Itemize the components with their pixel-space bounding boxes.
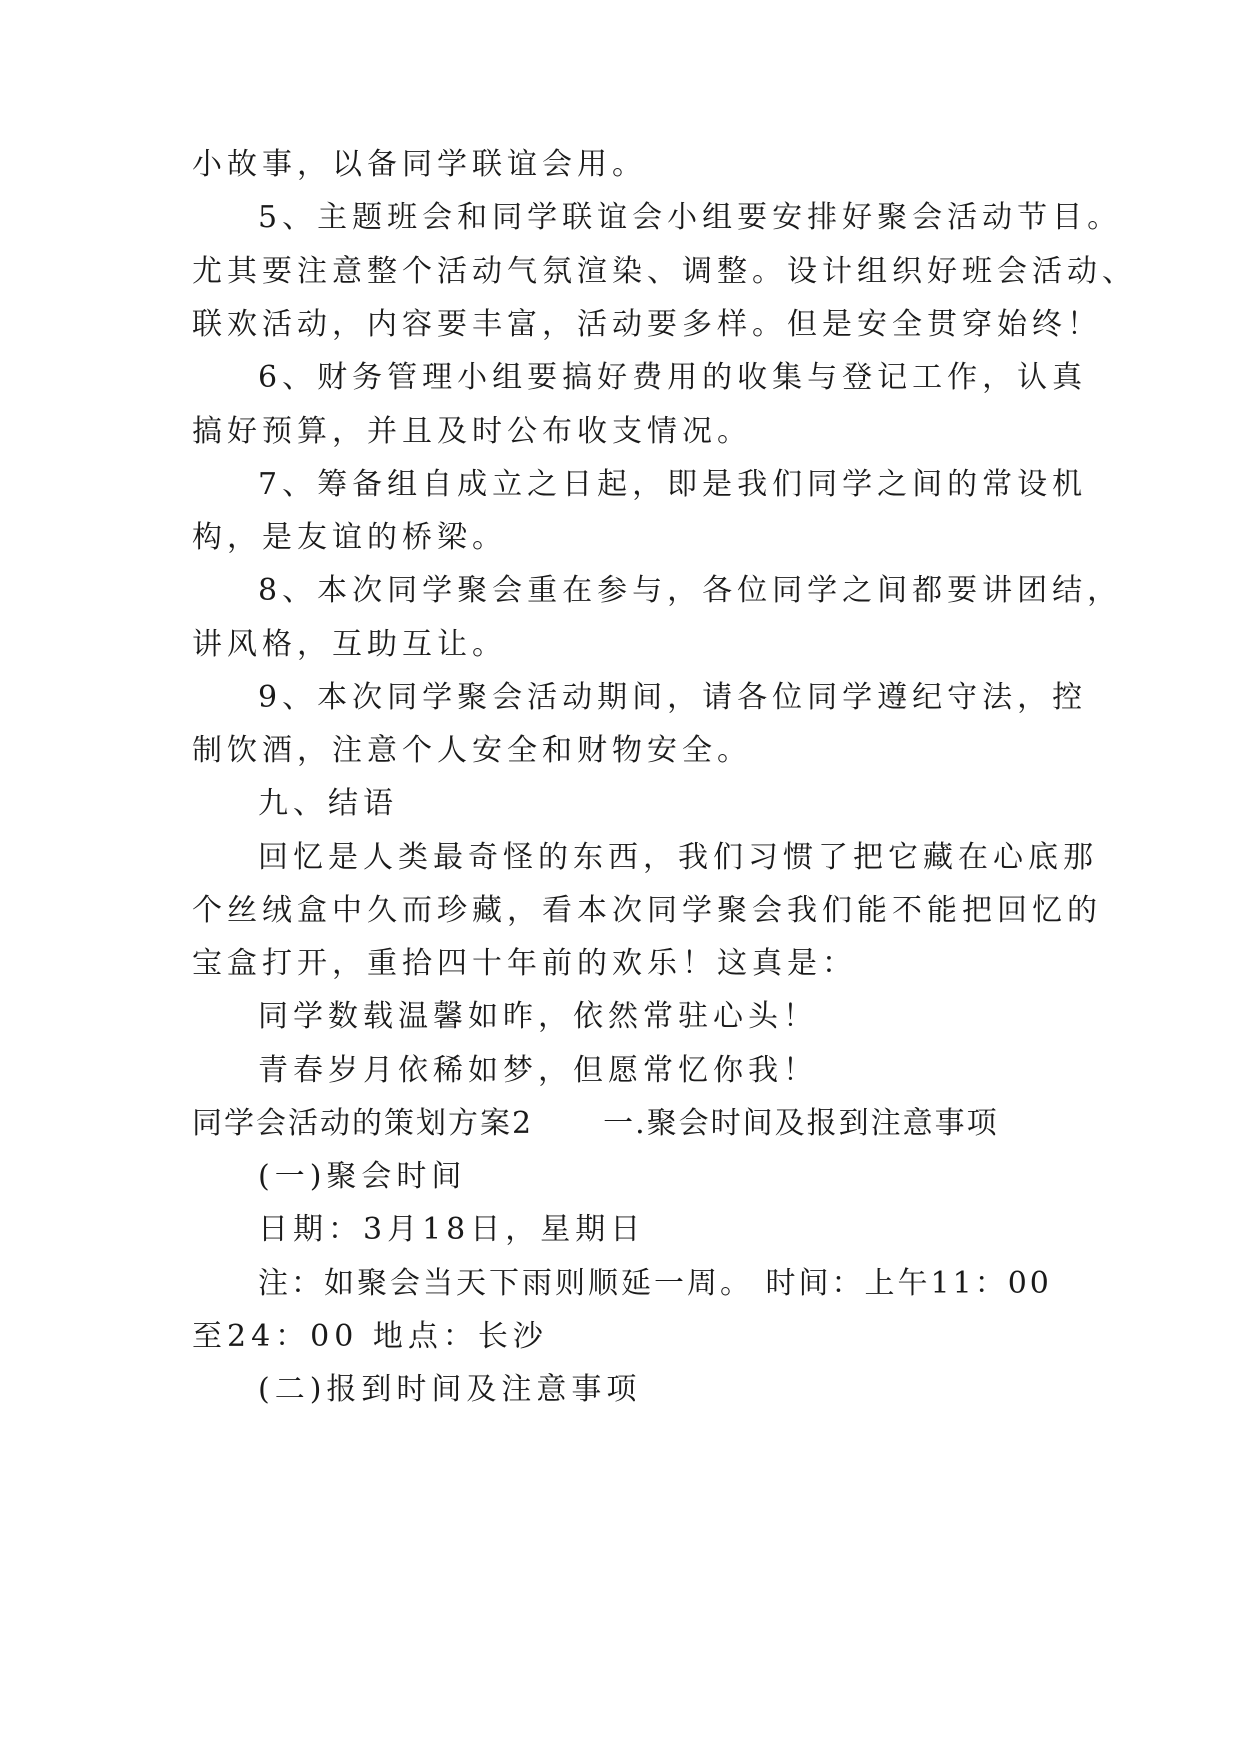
text-line: 8、本次同学聚会重在参与，各位同学之间都要讲团结，	[258, 573, 1123, 608]
text-line: 同学数载温馨如昨，依然常驻心头！	[258, 999, 818, 1034]
text-line: 制饮酒，注意个人安全和财物安全。	[192, 733, 752, 768]
text-line: 至24：00 地点：长沙	[192, 1319, 548, 1354]
text-line: 5、主题班会和同学联谊会小组要安排好聚会活动节目。	[258, 200, 1123, 235]
subsection-heading: (二)报到时间及注意事项	[258, 1372, 642, 1407]
subsection-heading: (一)聚会时间	[258, 1159, 467, 1194]
section-heading: 一.聚会时间及报到注意事项	[603, 1106, 999, 1141]
text-line: 回忆是人类最奇怪的东西，我们习惯了把它藏在心底那	[258, 840, 1098, 875]
text-line: 讲风格，互助互让。	[192, 627, 507, 662]
section-heading: 九、结语	[258, 786, 398, 821]
plan-title: 同学会活动的策划方案2	[192, 1106, 534, 1141]
text-line: 小故事，以备同学联谊会用。	[192, 147, 647, 182]
text-line: 7、筹备组自成立之日起，即是我们同学之间的常设机	[258, 467, 1088, 502]
text-line: 青春岁月依稀如梦，但愿常忆你我！	[258, 1053, 818, 1088]
text-line: 6、财务管理小组要搞好费用的收集与登记工作，认真	[258, 360, 1088, 395]
text-line: 宝盒打开，重拾四十年前的欢乐！这真是：	[192, 946, 857, 981]
plan-title-line	[192, 1104, 999, 1144]
text-line: 个丝绒盒中久而珍藏，看本次同学聚会我们能不能把回忆的	[192, 893, 1102, 928]
text-line: 日期：3月18日，星期日	[258, 1212, 646, 1247]
text-line: 搞好预算，并且及时公布收支情况。	[192, 414, 752, 449]
text-line: 9、本次同学聚会活动期间，请各位同学遵纪守法，控	[258, 680, 1088, 715]
text-line: 联欢活动，内容要丰富，活动要多样。但是安全贯穿始终！	[192, 307, 1102, 342]
text-line: 注：如聚会当天下雨则顺延一周。 时间：上午11：00	[258, 1266, 1052, 1301]
text-line: 构，是友谊的桥梁。	[192, 520, 507, 555]
text-line: 尤其要注意整个活动气氛渲染、调整。设计组织好班会活动、	[192, 254, 1137, 289]
